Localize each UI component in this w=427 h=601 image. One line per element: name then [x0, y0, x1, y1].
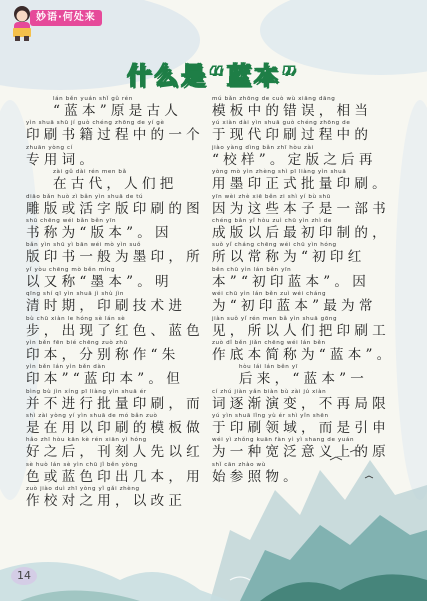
hanzi-text: 在古代，人们把: [53, 176, 178, 193]
hanzi-text: 雕版或活字版印刷的图: [26, 200, 204, 217]
pinyin-annotation: yīn wèi zhè xiē běn zi shì yí bù shū: [212, 193, 331, 200]
hanzi-text: 专用词。: [26, 151, 98, 168]
pinyin-annotation: bù chū xiàn le hóng sè lán sè: [26, 315, 126, 322]
text-line: [26, 95, 224, 119]
text-line: [26, 315, 224, 339]
pinyin-annotation: diāo bǎn huò zì bǎn yìn shuā de tú: [26, 193, 144, 200]
hanzi-text: 于印刷领域，而是引申: [212, 420, 390, 437]
hanzi-text: 本”“初印蓝本”。因: [212, 273, 371, 290]
pinyin-annotation: wéi yì zhǒng kuān fàn yì yì shang de yuán: [212, 437, 355, 444]
hanzi-text: 是在用以印刷的模板做: [26, 420, 204, 437]
pinyin-annotation: hòu lái lán běn yī: [239, 364, 298, 371]
pinyin-annotation: zài gǔ dài rén men bǎ: [53, 169, 127, 176]
text-line: [212, 388, 410, 412]
section-badge-label: 妙语·何处来: [30, 10, 102, 26]
pinyin-annotation: jiào yàng dìng bǎn zhī hòu zài: [212, 144, 314, 151]
pinyin-annotation: sè huò lán sè yìn chū jǐ běn yòng: [26, 461, 138, 468]
hanzi-text: 后来，“蓝本”一: [239, 371, 369, 388]
pinyin-annotation: běn chū yìn lán běn yīn: [212, 266, 292, 273]
pinyin-annotation: yìn běn lán yìn běn dàn: [26, 364, 106, 371]
text-line: [26, 363, 224, 387]
text-line: [212, 144, 410, 168]
hanzi-text: “蓝本”原是古人: [53, 103, 183, 119]
text-line: [26, 339, 224, 363]
hanzi-text: 好之后，刊刻人先以红: [26, 444, 204, 461]
hanzi-text: 作校对之用，以改正: [26, 493, 187, 510]
text-line: [26, 119, 224, 143]
right-column: [212, 95, 410, 485]
pinyin-annotation: hǎo zhī hòu kān kè rén xiān yì hóng: [26, 437, 147, 444]
text-line: [26, 290, 224, 314]
text-line: [212, 266, 410, 290]
pinyin-annotation: yìn shuā shū jí guò chéng zhōng de yí gè: [26, 120, 165, 127]
hanzi-text: 印本”“蓝印本”。但: [26, 371, 185, 388]
pinyin-annotation: suǒ yǐ cháng chēng wéi chū yìn hóng: [212, 242, 337, 249]
mountain-landscape-illustration: [0, 430, 427, 601]
text-line: [212, 119, 410, 143]
hanzi-text: 书称为“版本”。因: [26, 224, 173, 241]
pinyin-annotation: lán běn yuán shǐ gǔ rén: [53, 96, 133, 102]
pinyin-annotation: yǐ yòu chēng mò běn míng: [26, 266, 116, 273]
hanzi-text: “校样”。定版之后再: [212, 151, 377, 168]
hanzi-text: 因为这些本子是一部书: [212, 200, 390, 217]
hanzi-text: 见，所以人们把印刷工: [212, 322, 390, 339]
pinyin-annotation: wéi chū yìn lán běn zuì wéi cháng: [212, 291, 327, 298]
pinyin-annotation: qīng shí qī yìn shuā jì shù jìn: [26, 291, 124, 298]
pinyin-annotation: yú yìn shuā lǐng yù ér shì yǐn shēn: [212, 413, 329, 420]
hanzi-text: 模板中的错误，相当: [212, 103, 373, 119]
pinyin-annotation: zhuān yòng cí: [26, 144, 73, 151]
pinyin-annotation: shì zài yòng yí yìn shuā de mó bǎn zuò: [26, 413, 158, 420]
text-line: [212, 241, 410, 265]
pinyin-annotation: zuò jiào duì zhī yòng yǐ gǎi zhèng: [26, 486, 140, 493]
hanzi-text: 始参照物。: [212, 468, 301, 485]
text-line: [26, 193, 224, 217]
text-line: [212, 315, 410, 339]
hanzi-text: 并不进行批量印刷，而: [26, 395, 204, 412]
pinyin-annotation: cí zhú jiàn yǎn biàn bù zài jú xiàn: [212, 388, 327, 395]
hanzi-text: 色或蓝色印出几本，用: [26, 468, 204, 485]
pinyin-annotation: bǎn yìn shū yì bān wéi mò yìn suǒ: [26, 242, 142, 249]
text-line: [212, 339, 410, 363]
text-line: [26, 217, 224, 241]
hanzi-text: 成版以后最初印制的，: [212, 224, 390, 241]
hanzi-text: 为一种宽泛意义上的原: [212, 444, 390, 461]
page-title: 什么是“蓝本”: [127, 62, 300, 90]
pinyin-annotation: mú bǎn zhōng de cuò wù xiāng dāng: [212, 96, 336, 102]
page-number: 14: [17, 569, 31, 582]
hanzi-text: 以又称“墨本”。明: [26, 273, 173, 290]
hanzi-text: 于现代印刷过程中的: [212, 127, 373, 144]
pinyin-annotation: zuò dǐ běn jiǎn chēng wéi lán běn: [212, 339, 326, 346]
hanzi-text: 为“初印蓝本”最为常: [212, 298, 377, 315]
hanzi-text: 清时期，印刷技术进: [26, 298, 187, 315]
text-line: [26, 388, 224, 412]
text-line: [26, 241, 224, 265]
text-line: [212, 363, 410, 387]
pinyin-annotation: shū chēng wéi bǎn běn yīn: [26, 217, 117, 224]
pinyin-annotation: chéng bǎn yǐ hòu zuì chū yìn zhì de: [212, 217, 332, 224]
text-line: [212, 168, 410, 192]
pinyin-annotation: yú xiàn dài yìn shuā guò chéng zhōng de: [212, 120, 351, 127]
text-line: [212, 290, 410, 314]
hanzi-text: 词逐渐演变，不再局限: [212, 395, 390, 412]
pinyin-annotation: jiàn suǒ yǐ rén men bǎ yìn shuā gōng: [212, 315, 338, 322]
text-line: [26, 168, 224, 192]
hanzi-text: 版印书一般为墨印，所: [26, 249, 204, 266]
hanzi-text: 所以常称为“初印红: [212, 249, 366, 266]
hanzi-text: 作底本简称为“蓝本”。: [212, 346, 395, 363]
hanzi-text: 印本，分别称作“朱: [26, 346, 180, 363]
pinyin-annotation: shǐ cān zhào wù: [212, 461, 266, 468]
text-line: [212, 193, 410, 217]
pinyin-annotation: yòng mò yìn zhèng shì pī liàng yìn shuā: [212, 169, 347, 176]
hanzi-text: 用墨印正式批量印刷。: [212, 176, 390, 193]
text-line: [26, 266, 224, 290]
pinyin-annotation: bìng bù jìn xíng pī liàng yìn shuā ér: [26, 388, 147, 395]
section-badge: [4, 4, 102, 42]
text-line: [26, 144, 224, 168]
text-line: [212, 217, 410, 241]
pinyin-annotation: yìn běn fēn bié chēng zuò zhū: [26, 339, 128, 346]
hanzi-text: 印刷书籍过程中的一个: [26, 127, 204, 144]
text-line: [212, 95, 410, 119]
hanzi-text: 步，出现了红色、蓝色: [26, 322, 204, 339]
